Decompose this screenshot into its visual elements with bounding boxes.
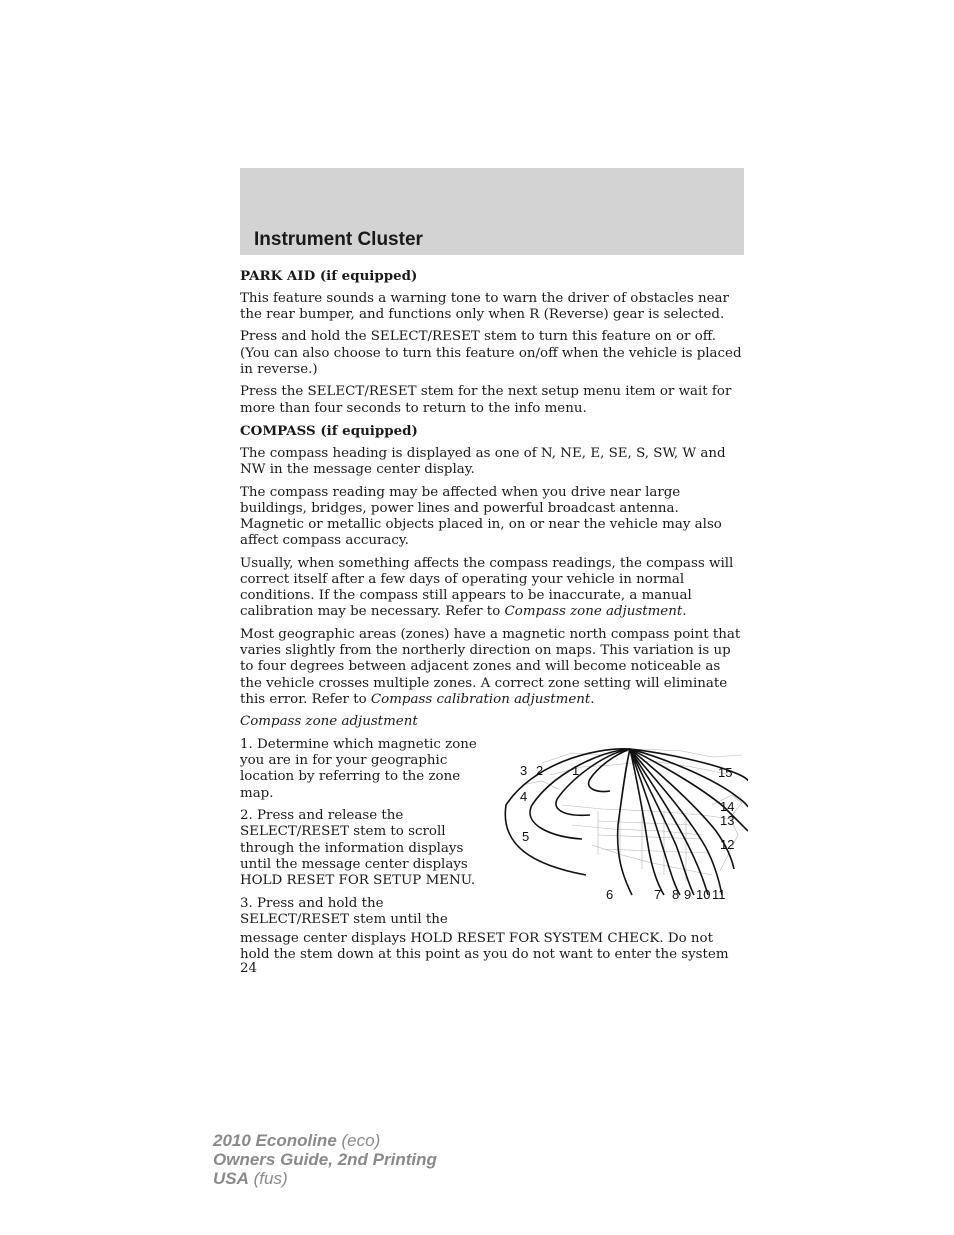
compass-paragraph-1: The compass heading is displayed as one of N, NE, E, SE, S, SW, W and NW in the message center display. xyxy=(240,445,726,477)
page-body xyxy=(240,268,746,970)
park-aid-paragraph-1: This feature sounds a warning tone to warn the driver of obstacles near the rear bumper, and functions only when R (Reverse) gear is selected. xyxy=(240,290,729,322)
zone-label: 7 xyxy=(654,886,662,902)
zone-label: 13 xyxy=(720,812,735,828)
zone-label: 10 xyxy=(696,886,711,902)
period: . xyxy=(682,604,687,620)
section-header xyxy=(240,168,744,255)
footer-guide: Owners Guide, 2nd Printing xyxy=(213,1150,437,1169)
step-3-start: 3. Press and hold the SELECT/RESET stem until the xyxy=(240,895,448,927)
zone-label: 14 xyxy=(720,798,735,814)
step-1: 1. Determine which magnetic zone you are in for your geographic location by referring to the zone map. xyxy=(240,736,477,801)
compass-paragraph-4-text: Most geographic areas (zones) have a magnetic north compass point that varies slightly from the northerly direction on maps. This variation is up to four degrees between adjacent zones and will become noticeable as the vehicle crosses multiple zones. A correct zone setting will eliminate this error. Refer to xyxy=(240,626,741,707)
footer-model: 2010 Econoline xyxy=(213,1131,337,1150)
compass-paragraph-4 xyxy=(240,627,746,708)
zone-label: 3 xyxy=(520,762,528,778)
step-3-continuation: message center displays HOLD RESET FOR SYSTEM CHECK. Do not hold the stem down at this point as you do not want to enter the system xyxy=(240,930,729,963)
zone-label: 11 xyxy=(712,886,726,902)
page-number: 24 xyxy=(240,961,258,976)
zone-adjustment-steps xyxy=(240,737,746,931)
footer-model-code: (eco) xyxy=(336,1131,381,1150)
footer-line-3 xyxy=(213,1169,437,1188)
step-2: 2. Press and release the SELECT/RESET stem to scroll through the information displays until the message center displays HOLD RESET FOR SETUP MENU. xyxy=(240,808,476,888)
compass-paragraph-2: The compass reading may be affected when you drive near large buildings, bridges, power lines and powerful broadcast antenna. Magnetic or metallic objects placed in, on or near the vehicle may also affect compass accuracy. xyxy=(240,484,722,549)
period: . xyxy=(590,691,595,707)
zone-label: 12 xyxy=(720,836,735,852)
compass-zone-map xyxy=(502,745,748,905)
zone-label: 5 xyxy=(522,828,530,844)
compass-calibration-reference: Compass calibration adjustment xyxy=(370,691,591,707)
zone-label: 15 xyxy=(718,764,733,780)
park-aid-paragraph-2: Press and hold the SELECT/RESET stem to turn this feature on or off. (You can also choose to turn this feature on/off when the vehicle is placed in reverse.) xyxy=(240,329,742,377)
compass-paragraph-3-text: Usually, when something affects the compass readings, the compass will correct itself after a few days of operating your vehicle in normal conditions. If the compass still appears to be inaccurate, a manual calibration may be necessary. Refer to xyxy=(240,555,734,620)
document-footer xyxy=(213,1131,437,1188)
park-aid-paragraph-3: Press the SELECT/RESET stem for the next setup menu item or wait for more than four seconds to return to the info menu. xyxy=(240,384,732,416)
zone-label: 9 xyxy=(684,886,692,902)
compass-paragraph-3 xyxy=(240,556,746,621)
compass-zone-adjustment-reference: Compass zone adjustment xyxy=(504,604,683,620)
steps-column xyxy=(240,737,490,928)
zone-adjustment-heading: Compass zone adjustment xyxy=(240,714,418,730)
map-outline xyxy=(522,749,742,881)
section-title: Instrument Cluster xyxy=(254,229,423,250)
footer-line-1 xyxy=(213,1131,437,1150)
footer-market: USA xyxy=(213,1169,249,1188)
footer-market-code: (fus) xyxy=(248,1169,288,1188)
zone-label: 6 xyxy=(606,886,614,902)
zone-label: 2 xyxy=(536,762,544,778)
zone-label: 1 xyxy=(572,762,580,778)
park-aid-heading: PARK AID (if equipped) xyxy=(240,268,418,284)
zone-label: 8 xyxy=(672,886,680,902)
footer-line-2 xyxy=(213,1150,437,1169)
zone-label: 4 xyxy=(520,788,528,804)
compass-heading: COMPASS (if equipped) xyxy=(240,423,418,440)
